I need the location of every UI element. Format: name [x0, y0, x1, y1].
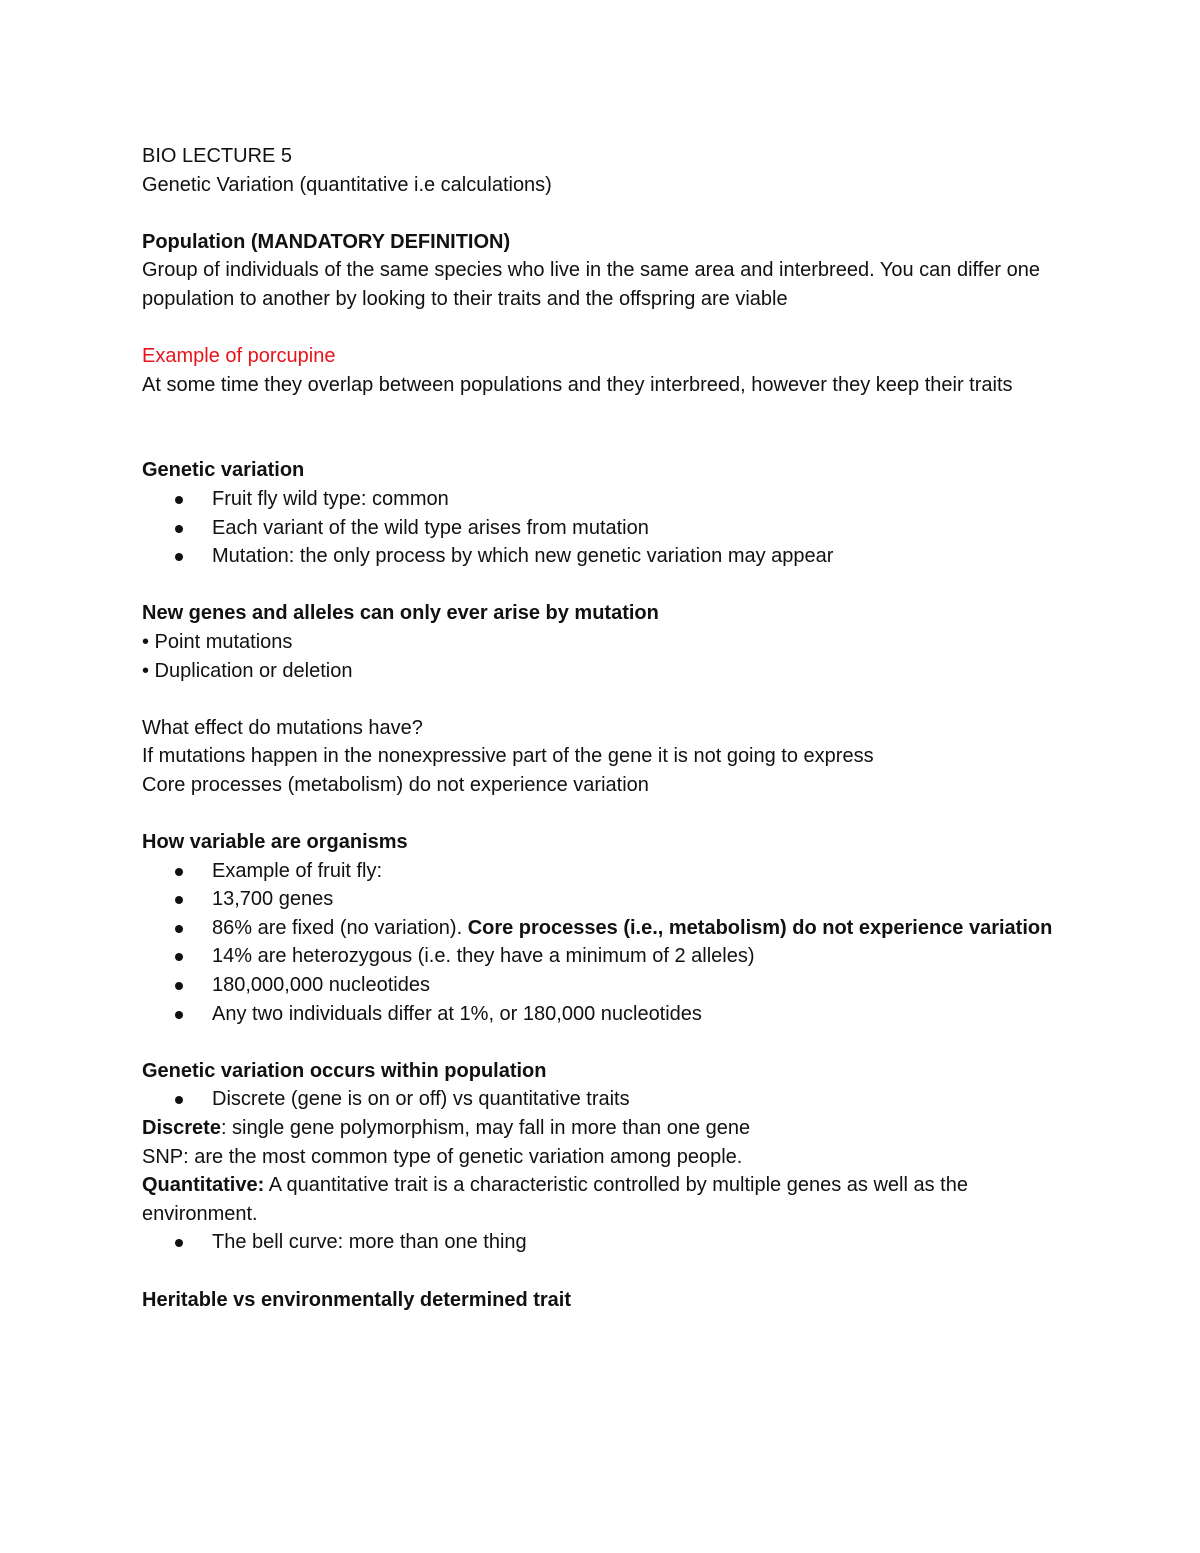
- bullet-icon: [175, 953, 183, 961]
- list-item: [142, 542, 1062, 571]
- genetic-variation-list: [142, 485, 1062, 571]
- mutation-effect-line: If mutations happen in the nonexpressive part of the gene it is not going to express: [142, 745, 874, 768]
- genetic-variation-heading: Genetic variation: [142, 459, 305, 482]
- list-item-bold-text: Core processes (i.e., metabolism) do not experience variation: [467, 916, 1053, 939]
- list-item: [142, 1228, 1062, 1257]
- list-item-text: Any two individuals differ at 1%, or 180,000 nucleotides: [212, 1002, 702, 1025]
- list-item: [142, 971, 1062, 1000]
- quantitative-text: A quantitative trait is a characteristic controlled by multiple genes as well as the environment.: [142, 1174, 968, 1225]
- list-item-text: 14% are heterozygous (i.e. they have a minimum of 2 alleles): [212, 945, 755, 968]
- list-item-text: Example of fruit fly:: [212, 859, 383, 882]
- list-item-text: 13,700 genes: [212, 888, 334, 911]
- list-item: [142, 514, 1062, 543]
- list-item: [142, 885, 1062, 914]
- discrete-label: Discrete: [142, 1117, 221, 1139]
- document-subtitle: Genetic Variation (quantitative i.e calculations): [142, 173, 552, 196]
- bullet-icon: [175, 553, 183, 561]
- how-variable-heading: How variable are organisms: [142, 831, 408, 854]
- population-heading: Population (MANDATORY DEFINITION): [142, 230, 511, 253]
- list-item: [142, 485, 1062, 514]
- bullet-icon: [175, 1239, 183, 1247]
- quantitative-definition: [142, 1171, 1062, 1228]
- list-item-text: Fruit fly wild type: common: [212, 487, 449, 510]
- mutation-effect-question: What effect do mutations have?: [142, 716, 423, 739]
- porcupine-text: At some time they overlap between populations and they interbreed, however they keep their traits: [142, 373, 1013, 396]
- discrete-text: : single gene polymorphism, may fall in more than one gene: [220, 1117, 751, 1139]
- list-item-text: Mutation: the only process by which new genetic variation may appear: [212, 545, 834, 568]
- bullet-icon: [175, 1096, 183, 1104]
- document-page: [142, 142, 1062, 1314]
- new-genes-item: • Duplication or deletion: [142, 659, 353, 682]
- list-item: [142, 857, 1062, 886]
- bullet-icon: [175, 496, 183, 504]
- list-item: [142, 1085, 1062, 1114]
- quantitative-label: Quantitative:: [142, 1174, 265, 1197]
- bullet-icon: [175, 925, 183, 933]
- list-item: [142, 914, 1062, 943]
- list-item-text: 180,000,000 nucleotides: [212, 974, 430, 997]
- bullet-icon: [175, 525, 183, 533]
- mutation-effect-line: Core processes (metabolism) do not experience variation: [142, 773, 649, 796]
- snp-definition: SNP: are the most common type of genetic variation among people.: [142, 1145, 743, 1168]
- bullet-icon: [175, 896, 183, 904]
- porcupine-heading: Example of porcupine: [142, 345, 336, 368]
- within-population-list: [142, 1085, 1062, 1114]
- document-title: BIO LECTURE 5: [142, 145, 293, 167]
- discrete-definition: [142, 1114, 1062, 1143]
- list-item-text: 86% are fixed (no variation).: [212, 916, 468, 939]
- list-item: [142, 942, 1062, 971]
- list-item-text: Each variant of the wild type arises from mutation: [212, 516, 649, 539]
- list-item-text: Discrete (gene is on or off) vs quantitative traits: [212, 1088, 630, 1111]
- bell-curve-list: [142, 1228, 1062, 1257]
- population-definition: Group of individuals of the same species who live in the same area and interbreed. You can differ one population to another by looking to their traits and the offspring are viable: [142, 259, 1040, 310]
- bullet-icon: [175, 868, 183, 876]
- list-item: [142, 1000, 1062, 1029]
- bullet-icon: [175, 982, 183, 990]
- how-variable-list: [142, 857, 1062, 1029]
- within-population-heading: Genetic variation occurs within population: [142, 1059, 547, 1082]
- heritable-heading: Heritable vs environmentally determined trait: [142, 1288, 572, 1311]
- new-genes-item: • Point mutations: [142, 630, 293, 653]
- list-item-text: The bell curve: more than one thing: [212, 1231, 527, 1254]
- bullet-icon: [175, 1011, 183, 1019]
- new-genes-heading: New genes and alleles can only ever arise by mutation: [142, 602, 659, 625]
